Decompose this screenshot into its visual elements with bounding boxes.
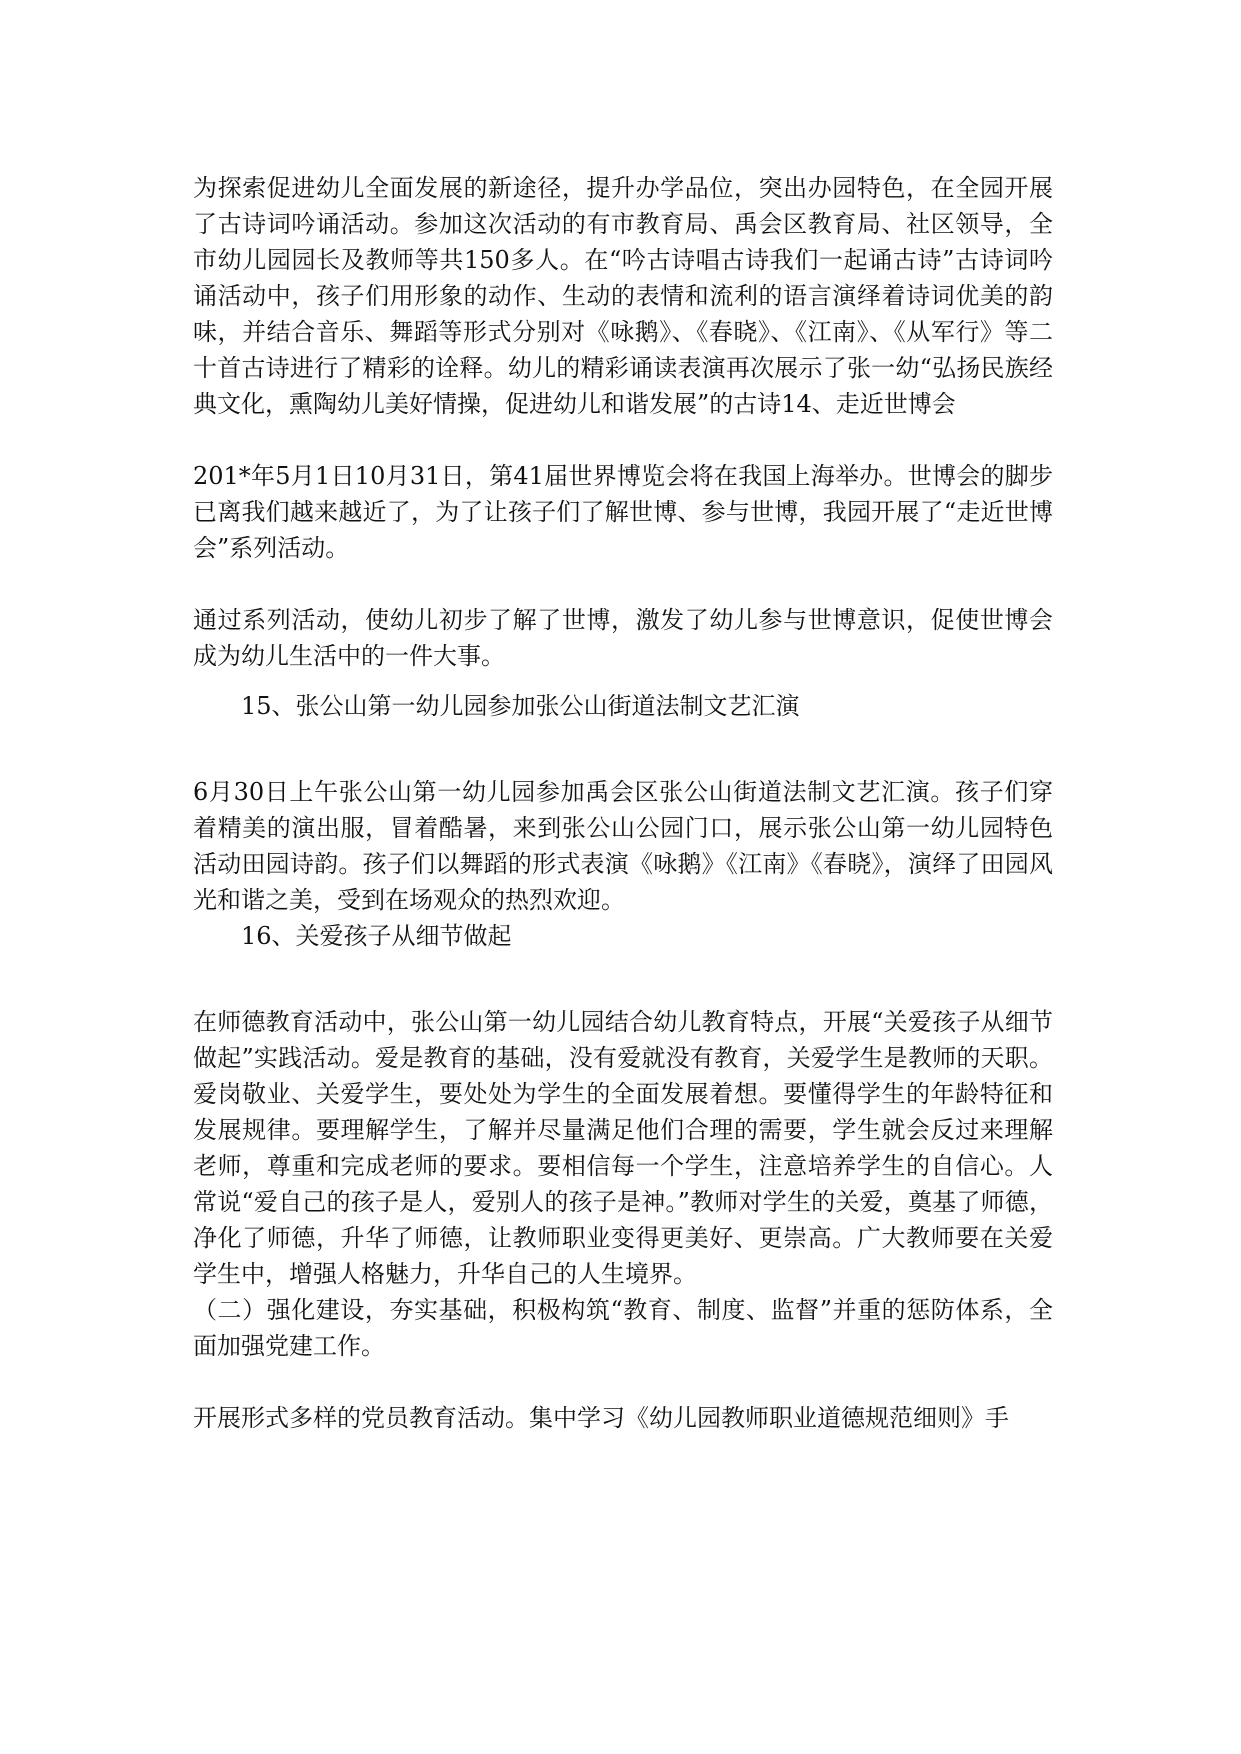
paragraph-poetry-recital: 为探索促进幼儿全面发展的新途径，提升办学品位，突出办园特色，在全园开展了古诗词吟诵活动。参加这次活动的有市教育局、禹会区教育局、社区领导，全市幼儿园园长及教师等共150多人。在“吟古诗唱古诗我们一起诵古诗”古诗词吟诵活动中，孩子们用形象的动作、生动的表情和流利的语言演绎着诗词优美的韵味，并结合音乐、舞蹈等形式分别对《咏鹅》、《春晓》、《江南》、《从军行》等二十首古诗进行了精彩的诠释。幼儿的精彩诵读表演再次展示了张一幼“弘扬民族经典文化，熏陶幼儿美好情操，促进幼儿和谐发展”的古诗14、走近世博会 — [193, 174, 1053, 418]
paragraph-party-education: 开展形式多样的党员教育活动。集中学习《幼儿园教师职业道德规范细则》手 — [193, 1404, 1009, 1432]
paragraph-expo-result: 通过系列活动，使幼儿初步了解了世博，激发了幼儿参与世博意识，促使世博会成为幼儿生活中的一件大事。 — [193, 606, 1053, 670]
paragraph-teacher-ethics: 在师德教育活动中，张公山第一幼儿园结合幼儿教育特点，开展“关爱孩子从细节做起”实践活动。爱是教育的基础，没有爱就没有教育，关爱学生是教师的天职。爱岗敬业、关爱学生，要处处为学生的全面发展着想。要懂得学生的年龄特征和发展规律。要理解学生，了解并尽量满足他们合理的需要，学生就会反过来理解老师，尊重和完成老师的要求。要相信每一个学生，注意培养学生的自信心。人常说“爱自己的孩子是人，爱别人的孩子是神。”教师对学生的关爱，奠基了师德，净化了师德，升华了师德，让教师职业变得更美好、更崇高。广大教师要在关爱学生中，增强人格魅力，升华自己的人生境界。 — [193, 1008, 1053, 1288]
heading-item-15: 15、张公山第一幼儿园参加张公山街道法制文艺汇演 — [241, 692, 800, 720]
heading-item-16: 16、关爱孩子从细节做起 — [241, 922, 512, 950]
paragraph-legal-performance: 6月30日上午张公山第一幼儿园参加禹会区张公山街道法制文艺汇演。孩子们穿着精美的演出服，冒着酷暑，来到张公山公园门口，展示张公山第一幼儿园特色活动田园诗韵。孩子们以舞蹈的形式表演《咏鹅》《江南》《春晓》，演绎了田园风光和谐之美，受到在场观众的热烈欢迎。 — [193, 778, 1053, 914]
paragraph-expo-intro: 201*年5月1日10月31日，第41届世界博览会将在我国上海举办。世博会的脚步已离我们越来越近了，为了让孩子们了解世博、参与世博，我园开展了“走近世博会”系列活动。 — [193, 462, 1053, 562]
paragraph-section-two: （二）强化建设，夯实基础，积极构筑“教育、制度、监督”并重的惩防体系，全面加强党建工作。 — [193, 1296, 1053, 1360]
